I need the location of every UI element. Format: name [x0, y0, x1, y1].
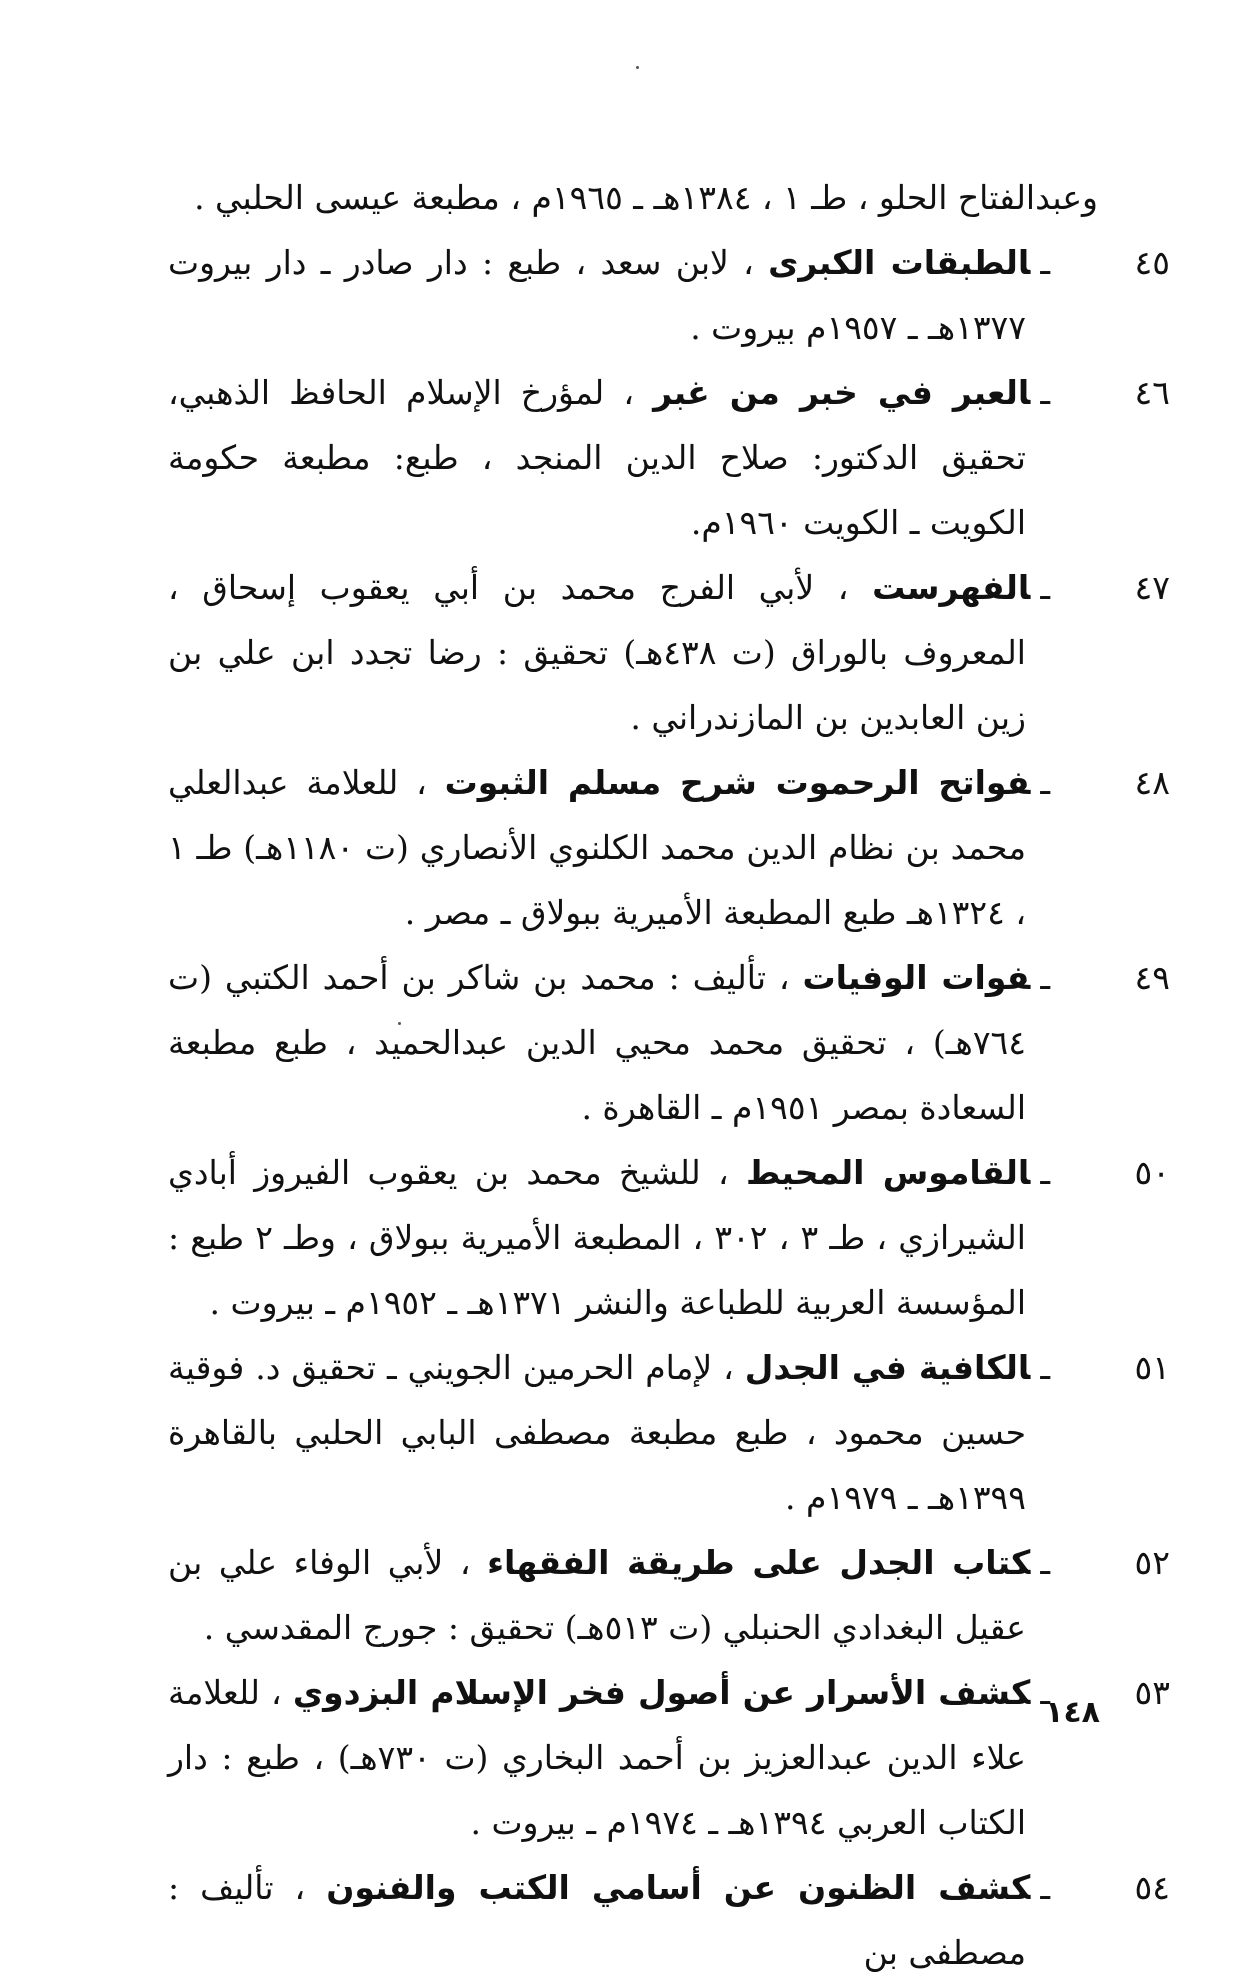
entry-details: ، لمؤرخ الإسلام الحافظ الذهبي، تحقيق الدكتور: صلاح الدين المنجد ، طبع: مطبعة حكومة الكويت ـ الكويت ١٩٦٠م. — [168, 373, 1026, 542]
entry-dash: ـ — [1040, 1673, 1050, 1712]
entry-title: الطبقات الكبرى — [768, 243, 1031, 282]
bibliography-entry — [168, 230, 1170, 360]
bibliography-entry — [168, 360, 1170, 555]
entry-title: الفهرست — [872, 568, 1031, 607]
entry-number: ٤٨ — [1134, 763, 1170, 802]
entry-number: ٥٢ — [1134, 1543, 1170, 1582]
entry-details: ، للعلامة علاء الدين عبدالعزيز بن أحمد البخاري (ت ٧٣٠هـ) ، طبع : دار الكتاب العربي ١٣٩٤هـ ـ ١٩٧٤م ـ بيروت . — [168, 1673, 1026, 1842]
entry-dash: ـ — [1040, 568, 1050, 607]
entry-title: القاموس المحيط — [746, 1153, 1031, 1192]
bibliography-entry — [168, 750, 1170, 945]
entry-details: ، لابن سعد ، طبع : دار صادر ـ دار بيروت ١٣٧٧هـ ـ ١٩٥٧م بيروت . — [168, 243, 1026, 347]
entry-title: فوات الوفيات — [802, 958, 1031, 997]
entry-number: ٥٤ — [1134, 1868, 1170, 1907]
entry-title: الكافية في الجدل — [744, 1348, 1031, 1387]
entry-details: ، لأبي الوفاء علي بن عقيل البغدادي الحنبلي (ت ٥١٣هـ) تحقيق : جورج المقدسي . — [168, 1543, 1026, 1647]
entry-dash: ـ — [1040, 1153, 1050, 1192]
entry-number: ٤٧ — [1134, 568, 1170, 607]
entry-details: ، للعلامة عبدالعلي محمد بن نظام الدين محمد الكلنوي الأنصاري (ت ١١٨٠هـ) طـ ١ ، ١٣٢٤هـ طبع المطبعة الأميرية ببولاق ـ مصر . — [168, 763, 1026, 932]
entries-container — [168, 230, 1170, 1985]
bibliography-entry — [168, 945, 1170, 1140]
entry-title: كتاب الجدل على طريقة الفقهاء — [487, 1543, 1031, 1582]
entry-number: ٤٦ — [1134, 373, 1170, 412]
continued-entry-text: وعبدالفتاح الحلو ، طـ ١ ، ١٣٨٤هـ ـ ١٩٦٥م ، مطبعة عيسى الحلبي . — [194, 178, 1098, 217]
scan-speck — [636, 66, 639, 69]
entry-title: كشف الأسرار عن أصول فخر الإسلام البزدوي — [292, 1673, 1031, 1712]
entry-details: ، لإمام الحرمين الجويني ـ تحقيق د. فوقية حسين محمود ، طبع مطبعة مصطفى البابي الحلبي بالقاهرة ١٣٩٩هـ ـ ١٩٧٩م . — [168, 1348, 1026, 1517]
entry-details: ، للشيخ محمد بن يعقوب الفيروز أبادي الشيرازي ، طـ ٣ ، ٣٠٢ ، المطبعة الأميرية ببولاق ، وطـ ٢ طبع : المؤسسة العربية للطباعة والنشر ١٣٧١هـ ـ ١٩٥٢م ـ بيروت . — [168, 1153, 1026, 1322]
page-number: ١٤٨ — [1045, 1695, 1100, 1730]
entry-dash: ـ — [1040, 373, 1050, 412]
bibliography-entry — [168, 555, 1170, 750]
bibliography-list — [168, 165, 1170, 1985]
entry-dash: ـ — [1040, 1348, 1050, 1387]
entry-details: ، تأليف : مصطفى بن — [168, 1868, 1026, 1972]
bibliography-entry — [168, 1660, 1170, 1855]
entry-details: ، لأبي الفرج محمد بن أبي يعقوب إسحاق ، المعروف بالوراق (ت ٤٣٨هـ) تحقيق : رضا تجدد ابن علي بن زين العابدين بن المازندراني . — [168, 568, 1026, 737]
entry-number: ٤٩ — [1134, 958, 1170, 997]
entry-number: ٥٣ — [1134, 1673, 1170, 1712]
entry-dash: ـ — [1040, 1868, 1050, 1907]
entry-title: العبر في خبر من غبر — [653, 373, 1031, 412]
bibliography-entry — [168, 1140, 1170, 1335]
entry-number: ٥٠ — [1134, 1153, 1170, 1192]
entry-dash: ـ — [1040, 958, 1050, 997]
bibliography-entry — [168, 1855, 1170, 1985]
entry-number: ٥١ — [1134, 1348, 1170, 1387]
entry-dash: ـ — [1040, 243, 1050, 282]
entry-title: فواتح الرحموت شرح مسلم الثبوت — [444, 763, 1031, 802]
entry-title: كشف الظنون عن أسامي الكتب والفنون — [326, 1868, 1031, 1907]
bibliography-entry — [168, 1530, 1170, 1660]
bibliography-entry — [168, 1335, 1170, 1530]
entry-details: ، تأليف : محمد بن شاكر بن أحمد الكتبي (ت ٧٦٤هـ) ، تحقيق محمد محيي الدين عبدالحميد ، طبع مطبعة السعادة بمصر ١٩٥١م ـ القاهرة . — [168, 958, 1026, 1127]
entry-dash: ـ — [1040, 1543, 1050, 1582]
entry-number: ٤٥ — [1134, 243, 1170, 282]
entry-dash: ـ — [1040, 763, 1050, 802]
